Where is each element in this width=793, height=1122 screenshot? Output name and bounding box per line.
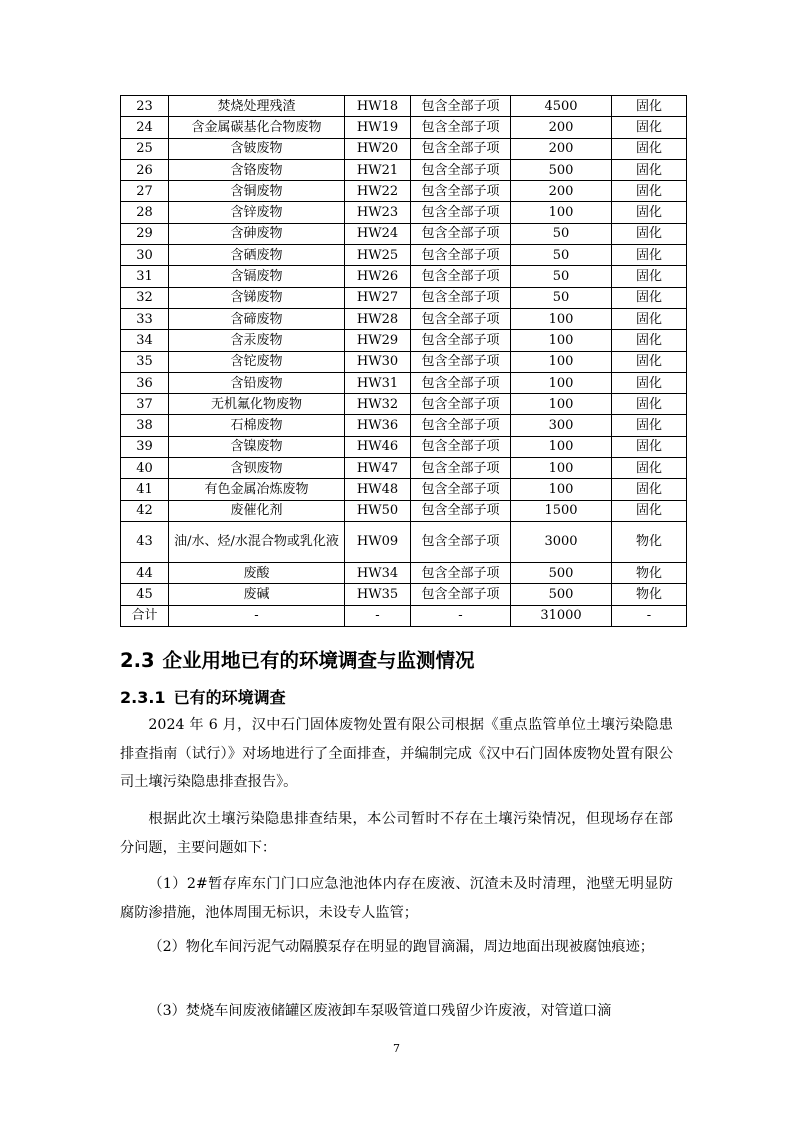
method-cell: 固化 [612,202,687,223]
method-cell: 固化 [612,159,687,180]
table-body [121,96,687,627]
table-row [121,159,687,180]
waste-name-cell: 含镉废物 [169,266,345,287]
paragraph: 根据此次土壤污染隐患排查结果，本公司暂时不存在土壤污染情况，但现场存在部分问题，主要问题如下： [120,811,673,856]
amount-cell: 100 [511,436,612,457]
scope-cell: 包含全部子项 [411,351,511,372]
section-title: 企业用地已有的环境调查与监测情况 [162,649,475,672]
amount-cell: 50 [511,266,612,287]
method-cell: 固化 [612,500,687,521]
scope-cell: 包含全部子项 [411,138,511,159]
scope-cell: 包含全部子项 [411,117,511,138]
table-row [121,458,687,479]
table-total-row [121,605,687,626]
table-row [121,330,687,351]
waste-name-cell: 含金属碳基化合物废物 [169,117,345,138]
scope-cell: 包含全部子项 [411,394,511,415]
paragraph: 2024 年 6 月，汉中石门固体废物处置有限公司根据《重点监管单位土壤污染隐患排查指南（试行）》对场地进行了全面排查，并编制完成《汉中石门固体废物处置有限公司土壤污染隐患排查报告》。 [120,717,673,790]
scope-cell: 包含全部子项 [411,223,511,244]
amount-cell: 3000 [511,521,612,562]
waste-name-cell: 含铅废物 [169,372,345,393]
table-row [121,500,687,521]
row-number-cell: 36 [121,372,169,393]
table-row [121,415,687,436]
total-waste-code-cell: - [345,605,411,626]
amount-cell: 50 [511,287,612,308]
total-method-cell: - [612,605,687,626]
scope-cell: 包含全部子项 [411,330,511,351]
waste-name-cell: 含锑废物 [169,287,345,308]
method-cell: 固化 [612,117,687,138]
waste-name-cell: 含铬废物 [169,159,345,180]
total-waste-name-cell: - [169,605,345,626]
method-cell: 固化 [612,394,687,415]
amount-cell: 100 [511,308,612,329]
waste-name-cell: 含钡废物 [169,458,345,479]
amount-cell: 100 [511,202,612,223]
scope-cell: 包含全部子项 [411,584,511,605]
table-row [121,436,687,457]
table-row [121,181,687,202]
row-number-cell: 35 [121,351,169,372]
waste-name-cell: 无机氟化物废物 [169,394,345,415]
waste-code-cell: HW47 [345,458,411,479]
subsection-heading [120,685,286,708]
scope-cell: 包含全部子项 [411,96,511,117]
waste-name-cell: 油/水、烃/水混合物或乳化液 [169,521,345,562]
table-row [121,562,687,583]
scope-cell: 包含全部子项 [411,159,511,180]
amount-cell: 100 [511,372,612,393]
waste-code-cell: HW32 [345,394,411,415]
waste-name-cell: 废催化剂 [169,500,345,521]
subsection-number: 2.3.1 [120,688,166,707]
table-row [121,308,687,329]
table-row [121,351,687,372]
table-row [121,266,687,287]
scope-cell: 包含全部子项 [411,562,511,583]
page-number: 7 [393,1042,400,1055]
scope-cell: 包含全部子项 [411,436,511,457]
table-row [121,202,687,223]
row-number-cell: 29 [121,223,169,244]
total-scope-cell: - [411,605,511,626]
amount-cell: 500 [511,562,612,583]
table-row [121,117,687,138]
amount-cell: 200 [511,117,612,138]
amount-cell: 50 [511,245,612,266]
row-number-cell: 25 [121,138,169,159]
waste-name-cell: 焚烧处理残渣 [169,96,345,117]
waste-name-cell: 石棉废物 [169,415,345,436]
amount-cell: 100 [511,330,612,351]
method-cell: 物化 [612,584,687,605]
table-row [121,521,687,562]
waste-name-cell: 含碲废物 [169,308,345,329]
method-cell: 固化 [612,181,687,202]
amount-cell: 500 [511,159,612,180]
method-cell: 固化 [612,287,687,308]
row-number-cell: 38 [121,415,169,436]
waste-code-cell: HW50 [345,500,411,521]
method-cell: 固化 [612,266,687,287]
waste-code-cell: HW46 [345,436,411,457]
waste-code-cell: HW30 [345,351,411,372]
waste-code-cell: HW35 [345,584,411,605]
waste-code-cell: HW27 [345,287,411,308]
waste-code-cell: HW19 [345,117,411,138]
scope-cell: 包含全部子项 [411,287,511,308]
waste-name-cell: 废碱 [169,584,345,605]
waste-name-cell: 含铍废物 [169,138,345,159]
waste-name-cell: 含铜废物 [169,181,345,202]
method-cell: 固化 [612,223,687,244]
total-label-cell: 合计 [121,605,169,626]
table-row [121,138,687,159]
waste-name-cell: 含硒废物 [169,245,345,266]
table-row [121,394,687,415]
scope-cell: 包含全部子项 [411,372,511,393]
waste-code-cell: HW21 [345,159,411,180]
waste-code-cell: HW29 [345,330,411,351]
waste-code-cell: HW25 [345,245,411,266]
total-amount-cell: 31000 [511,605,612,626]
table-row [121,479,687,500]
scope-cell: 包含全部子项 [411,500,511,521]
scope-cell: 包含全部子项 [411,521,511,562]
waste-code-cell: HW22 [345,181,411,202]
method-cell: 固化 [612,372,687,393]
table-row [121,245,687,266]
method-cell: 固化 [612,479,687,500]
amount-cell: 1500 [511,500,612,521]
amount-cell: 4500 [511,96,612,117]
scope-cell: 包含全部子项 [411,415,511,436]
scope-cell: 包含全部子项 [411,266,511,287]
waste-code-cell: HW20 [345,138,411,159]
row-number-cell: 45 [121,584,169,605]
hazardous-waste-table [120,95,687,627]
paragraph: （3）焚烧车间废液储罐区废液卸车泵吸管道口残留少许废液，对管道口滴 [148,1003,612,1019]
waste-name-cell: 含汞废物 [169,330,345,351]
waste-name-cell: 废酸 [169,562,345,583]
row-number-cell: 27 [121,181,169,202]
waste-code-cell: HW18 [345,96,411,117]
amount-cell: 100 [511,458,612,479]
method-cell: 固化 [612,458,687,479]
row-number-cell: 37 [121,394,169,415]
amount-cell: 200 [511,138,612,159]
waste-name-cell: 含镍废物 [169,436,345,457]
waste-code-cell: HW48 [345,479,411,500]
row-number-cell: 44 [121,562,169,583]
method-cell: 物化 [612,562,687,583]
scope-cell: 包含全部子项 [411,202,511,223]
waste-code-cell: HW09 [345,521,411,562]
section-number: 2.3 [120,649,155,672]
scope-cell: 包含全部子项 [411,245,511,266]
method-cell: 固化 [612,138,687,159]
scope-cell: 包含全部子项 [411,181,511,202]
waste-name-cell: 含铊废物 [169,351,345,372]
amount-cell: 100 [511,479,612,500]
row-number-cell: 43 [121,521,169,562]
method-cell: 固化 [612,415,687,436]
table-row [121,223,687,244]
row-number-cell: 32 [121,287,169,308]
subsection-title: 已有的环境调查 [173,688,286,707]
method-cell: 物化 [612,521,687,562]
waste-name-cell: 有色金属冶炼废物 [169,479,345,500]
row-number-cell: 41 [121,479,169,500]
method-cell: 固化 [612,96,687,117]
table-row [121,287,687,308]
row-number-cell: 30 [121,245,169,266]
row-number-cell: 24 [121,117,169,138]
waste-code-cell: HW34 [345,562,411,583]
waste-code-cell: HW36 [345,415,411,436]
amount-cell: 100 [511,351,612,372]
waste-code-cell: HW23 [345,202,411,223]
amount-cell: 50 [511,223,612,244]
paragraph: （1）2#暂存库东门门口应急池池体内存在废液、沉渣未及时清理，池壁无明显防腐防渗措施，池体周围无标识，未设专人监管； [120,876,673,921]
amount-cell: 200 [511,181,612,202]
table-row [121,96,687,117]
scope-cell: 包含全部子项 [411,308,511,329]
method-cell: 固化 [612,330,687,351]
method-cell: 固化 [612,245,687,266]
amount-cell: 100 [511,394,612,415]
row-number-cell: 40 [121,458,169,479]
row-number-cell: 28 [121,202,169,223]
row-number-cell: 34 [121,330,169,351]
amount-cell: 500 [511,584,612,605]
waste-code-cell: HW26 [345,266,411,287]
waste-code-cell: HW31 [345,372,411,393]
scope-cell: 包含全部子项 [411,458,511,479]
row-number-cell: 39 [121,436,169,457]
waste-name-cell: 含砷废物 [169,223,345,244]
row-number-cell: 23 [121,96,169,117]
table-row [121,372,687,393]
row-number-cell: 42 [121,500,169,521]
method-cell: 固化 [612,351,687,372]
waste-code-cell: HW28 [345,308,411,329]
method-cell: 固化 [612,436,687,457]
section-heading [120,645,475,673]
scope-cell: 包含全部子项 [411,479,511,500]
row-number-cell: 26 [121,159,169,180]
waste-code-cell: HW24 [345,223,411,244]
waste-name-cell: 含锌废物 [169,202,345,223]
row-number-cell: 33 [121,308,169,329]
amount-cell: 300 [511,415,612,436]
row-number-cell: 31 [121,266,169,287]
table-row [121,584,687,605]
method-cell: 固化 [612,308,687,329]
paragraph: （2）物化车间污泥气动隔膜泵存在明显的跑冒滴漏，周边地面出现被腐蚀痕迹； [148,939,654,955]
